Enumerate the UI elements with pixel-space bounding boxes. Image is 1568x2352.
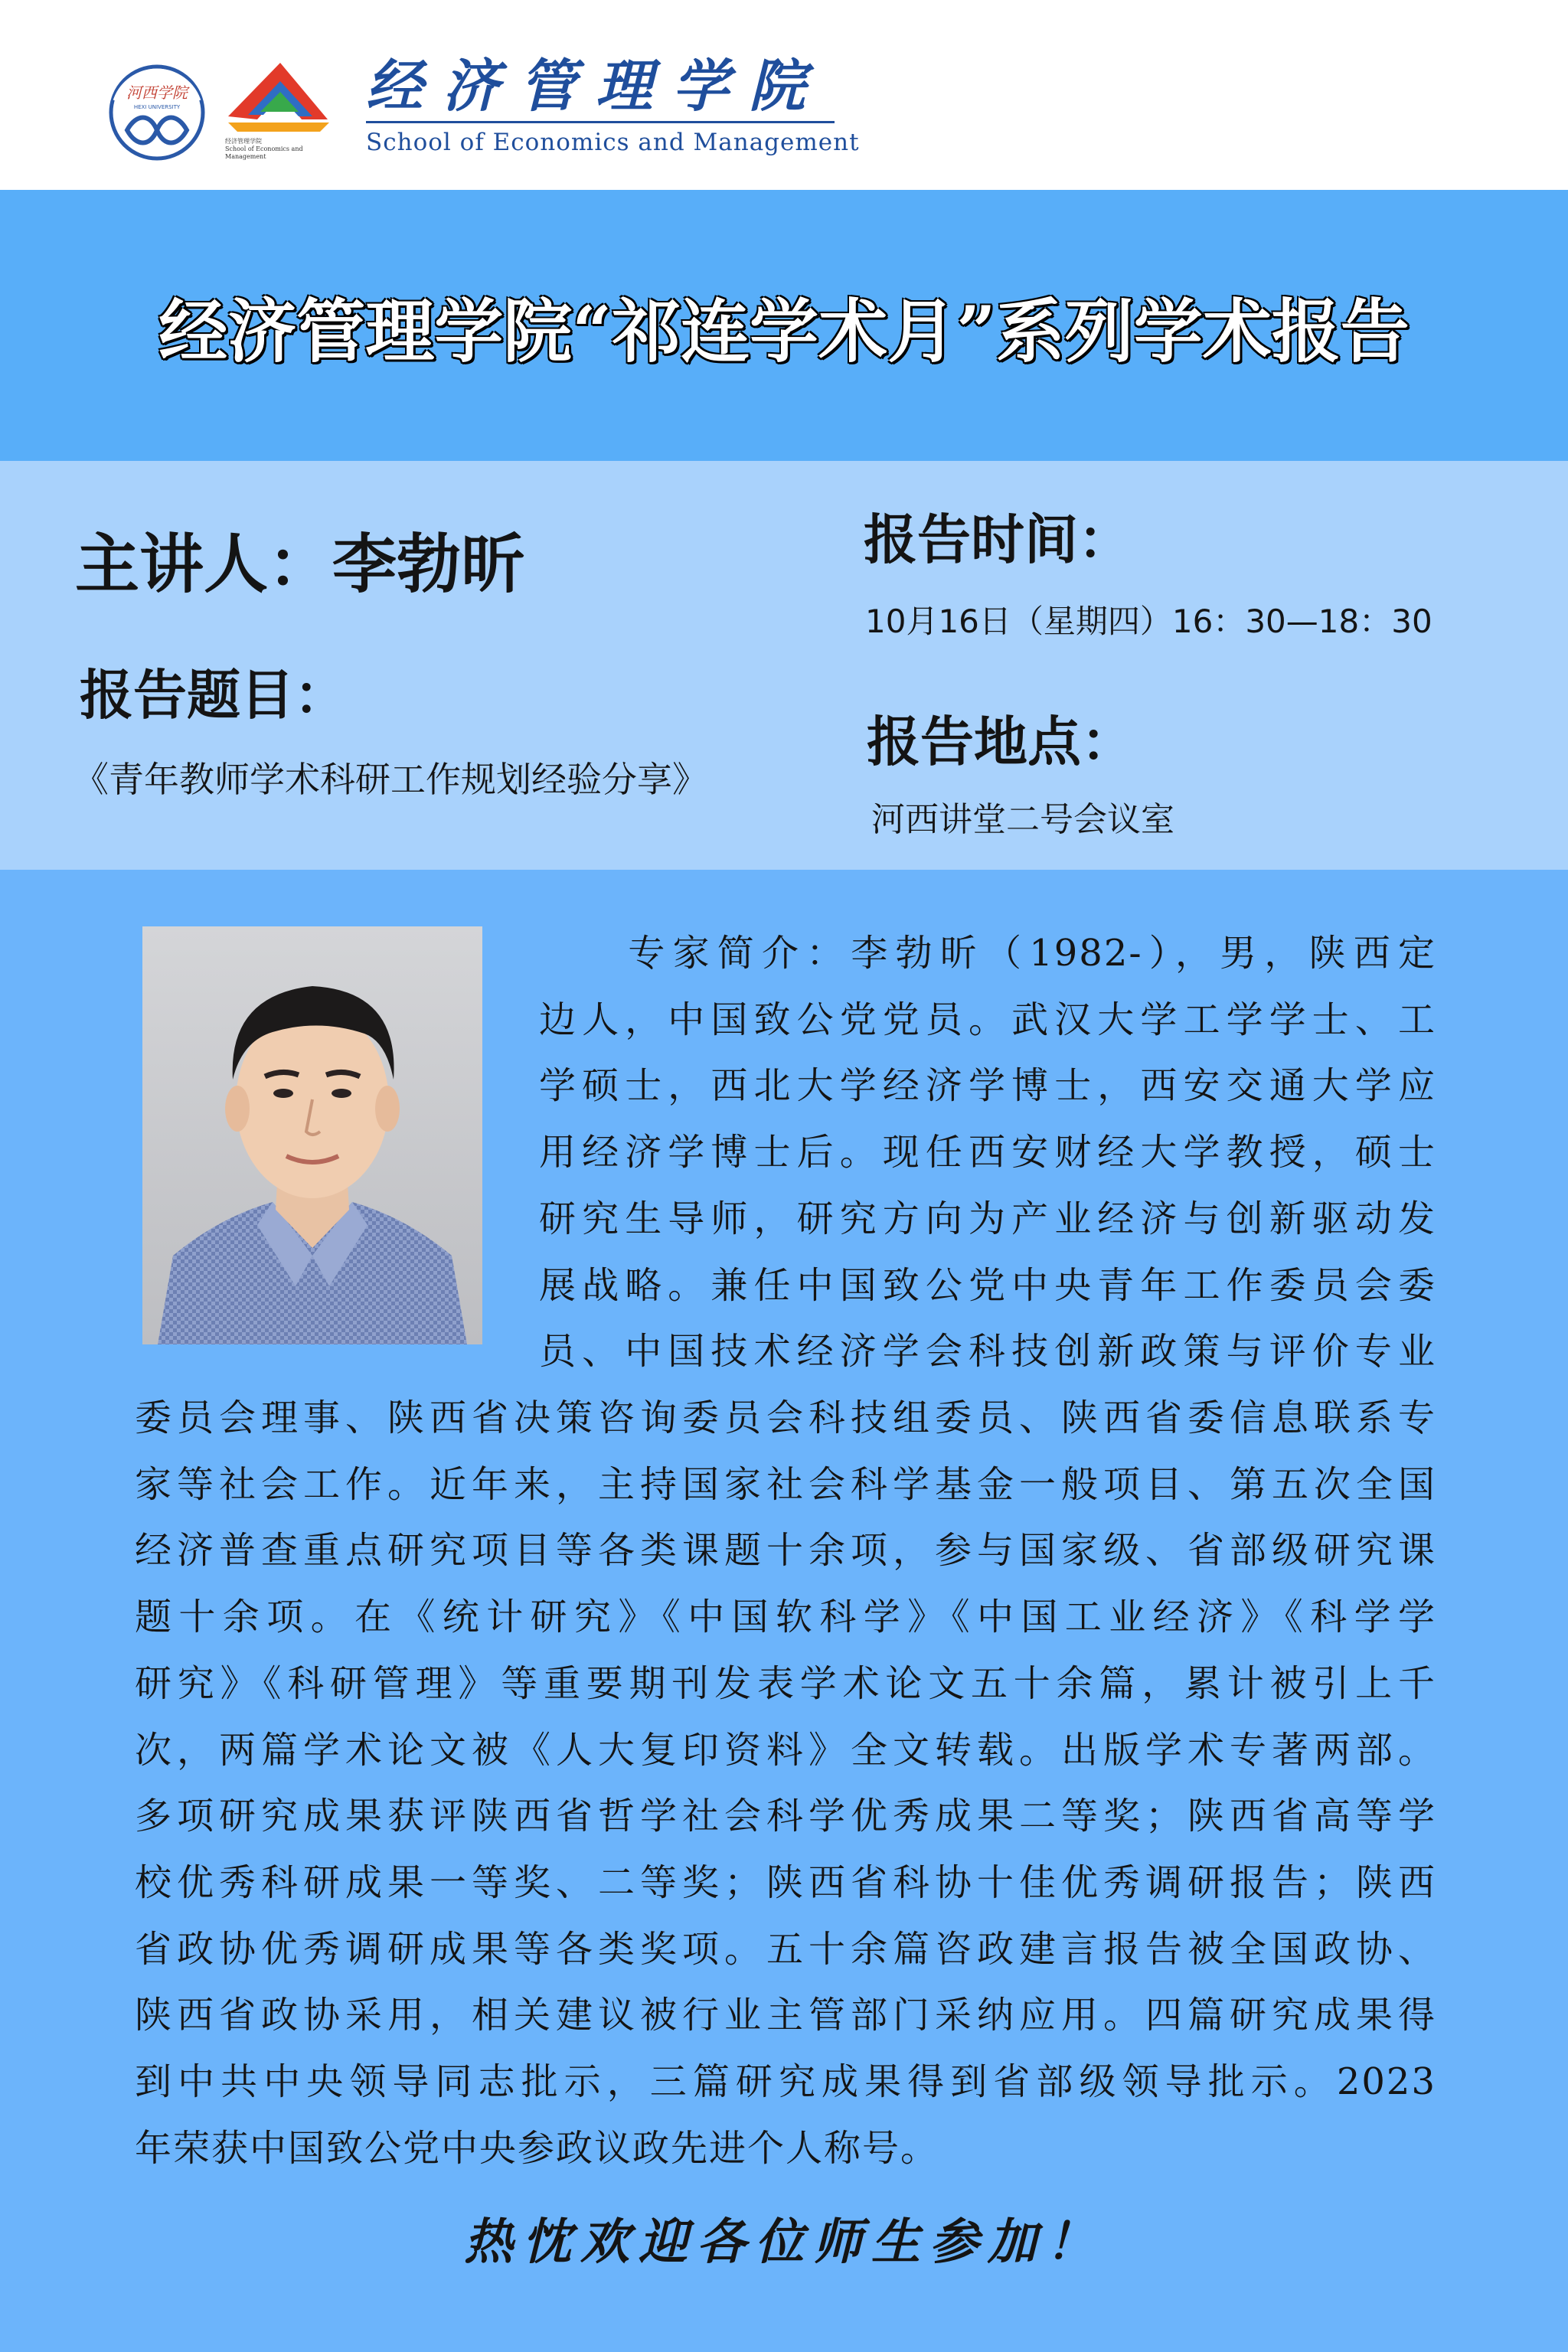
logo-caption-en: School of Economics and Management: [225, 145, 303, 160]
bio-line: 题十余项。在《统计研究》《中国软科学》《中国工业经济》《科学学: [135, 1596, 1436, 1639]
logo-cn-text: 河西学院: [126, 83, 188, 102]
bio-line: 研究》《科研管理》等重要期刊发表学术论文五十余篇，累计被引上千: [135, 1661, 1436, 1705]
bio-line: 专家简介：李勃昕（1982-），男，陕西定: [539, 932, 1436, 975]
bio-continued-block: [135, 1385, 1436, 2181]
bio-intro-block: [539, 920, 1436, 1385]
topic-label: 报告题目：: [80, 663, 348, 727]
bio-line: 员、中国技术经济学会科技创新政策与评价专业: [539, 1330, 1436, 1374]
speaker: 主讲人：李勃昕: [75, 526, 526, 602]
bio-line: 展战略。兼任中国致公党中央青年工作委员会委: [539, 1263, 1436, 1307]
time: 10月16日（星期四）16：30—18：30: [865, 603, 1432, 640]
bio-line: 边人，中国致公党党员。武汉大学工学学士、工: [539, 998, 1436, 1041]
bio-line: 家等社会工作。近年来，主持国家社会科学基金一般项目、第五次全国: [135, 1462, 1436, 1506]
logo-caption-cn: 经济管理学院: [225, 138, 262, 145]
bio-line: 委员会理事、陕西省决策咨询委员会科技组委员、陕西省委信息联系专: [135, 1396, 1436, 1439]
bio-line: 校优秀科研成果一等奖、二等奖；陕西省科协十佳优秀调研报告；陕西: [135, 1860, 1436, 1904]
poster-title: 经济管理学院“祁连学术月”系列学术报告: [158, 291, 1410, 372]
college-logo-caption: [225, 138, 340, 161]
bio-line: 省政协优秀调研成果等各类奖项。五十余篇咨政建言报告被全国政协、: [135, 1927, 1436, 1971]
bio-line: 研究生导师，研究方向为产业经济与创新驱动发: [539, 1197, 1436, 1240]
header: [0, 0, 1568, 190]
topic: 《青年教师学术科研工作规划经验分享》: [74, 759, 707, 800]
college-name-cn: 经济管理学院: [366, 54, 825, 119]
bio-line: 用经济学博士后。现任西安财经大学教授，硕士: [539, 1131, 1436, 1174]
place-label: 报告地点：: [867, 710, 1135, 773]
hexi-university-logo: [106, 61, 208, 164]
speaker-photo: [142, 926, 482, 1344]
bio-line: 学硕士，西北大学经济学博士，西安交通大学应: [539, 1064, 1436, 1108]
bio-line: 年荣获中国致公党中央参政议政先进个人称号。: [135, 2126, 939, 2170]
college-name-divider: [366, 121, 835, 123]
place: 河西讲堂二号会议室: [871, 800, 1174, 839]
logo-en-text: HEXI UNIVERSITY: [133, 104, 181, 110]
time-label: 报告时间：: [864, 508, 1132, 571]
college-name-en: School of Economics and Management: [366, 129, 860, 156]
bio-line: 陕西省政协采用，相关建议被行业主管部门采纳应用。四篇研究成果得: [135, 1994, 1436, 2037]
bio-line: 次，两篇学术论文被《人大复印资料》全文转载。出版学术专著两部。: [135, 1728, 1436, 1772]
info-band: [0, 461, 1568, 870]
welcome-message: 热忱欢迎各位师生参加！: [464, 2213, 1104, 2271]
speaker-portrait-image: [142, 926, 482, 1344]
bio-line: 到中共中央领导同志批示，三篇研究成果得到省部级领导批示。2023: [135, 2060, 1436, 2104]
bio-line: 多项研究成果获评陕西省哲学社会科学优秀成果二等奖；陕西省高等学: [135, 1795, 1436, 1838]
college-logo-icon: [222, 58, 334, 142]
bio-line: 经济普查重点研究项目等各类课题十余项，参与国家级、省部级研究课: [135, 1529, 1436, 1573]
title-band: [0, 190, 1568, 461]
